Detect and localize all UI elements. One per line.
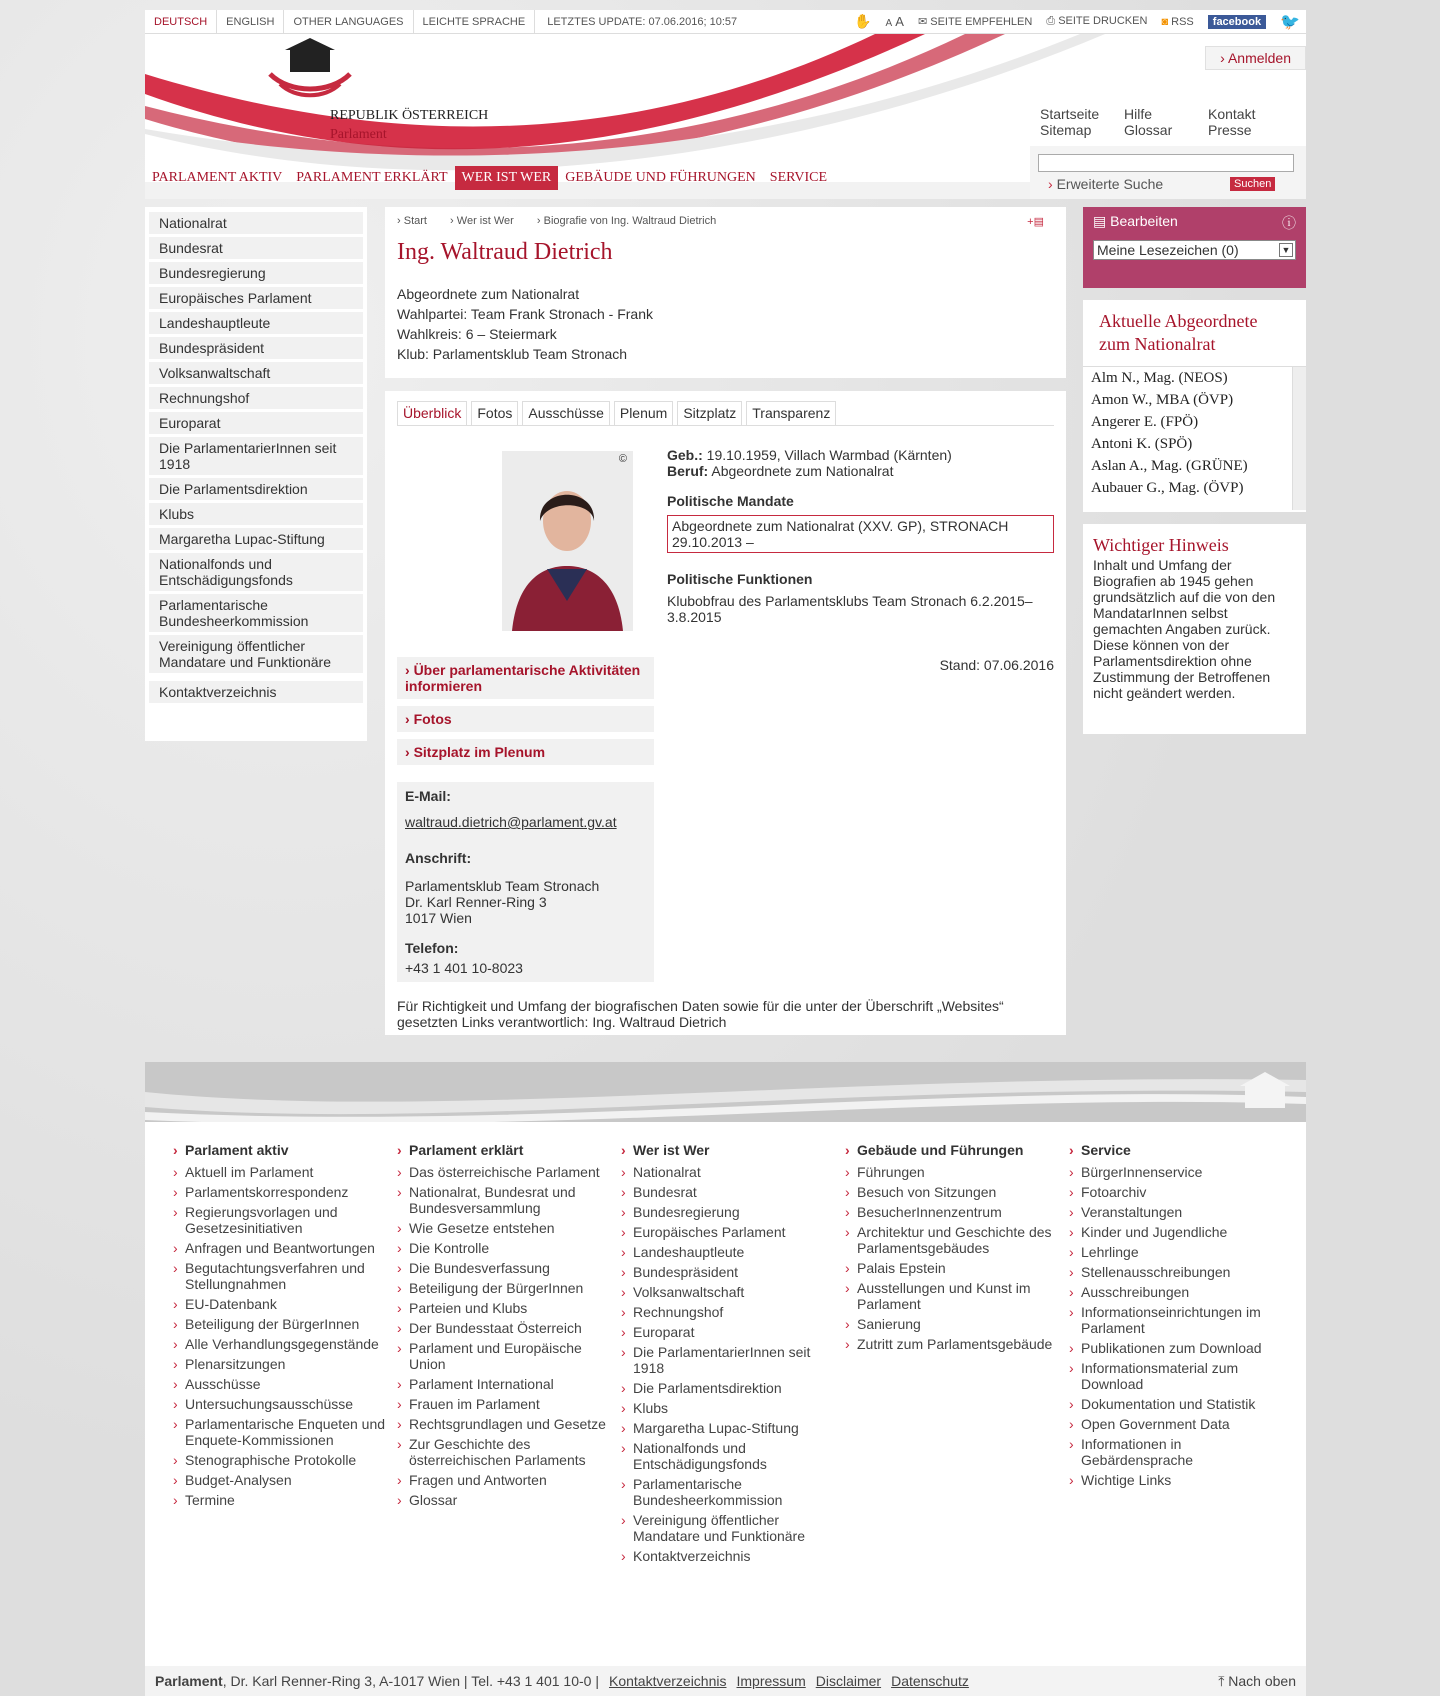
footer-link[interactable]: › Bundesregierung: [621, 1204, 845, 1220]
footer-link[interactable]: › Besuch von Sitzungen: [845, 1184, 1069, 1200]
footer-link[interactable]: › Zutritt zum Parlamentsgebäude: [845, 1336, 1069, 1352]
breadcrumb-current-label: Biografie von Ing. Waltraud Dietrich: [543, 215, 717, 227]
footer-col-gebaeude: [845, 1142, 1069, 1568]
footer-link[interactable]: › Ausschüsse: [173, 1376, 397, 1392]
footer-link[interactable]: › Fotoarchiv: [1069, 1184, 1293, 1200]
functions-heading: Politische Funktionen: [667, 571, 813, 587]
login-button[interactable]: › Anmelden: [1205, 46, 1306, 70]
sidebar-item-bundesregierung[interactable]: Bundesregierung: [149, 262, 363, 284]
function-entry: Klubobfrau des Parlamentsklubs Team Stronach 6.2.2015–3.8.2015: [667, 593, 1033, 625]
search-box: [1030, 146, 1306, 199]
person-party: Wahlpartei: Team Frank Stronach - Frank: [397, 306, 653, 322]
search-input[interactable]: [1038, 154, 1294, 172]
footer-link[interactable]: › Informationsmaterial zum Download: [1069, 1360, 1293, 1392]
born-value: 19.10.1959, Villach Warmbad (Kärnten): [706, 447, 952, 463]
footer-link[interactable]: › Europarat: [621, 1324, 845, 1340]
sidebar-item-eu-parlament[interactable]: Europäisches Parlament: [149, 287, 363, 309]
arrow-up-icon: ⤒: [1218, 1672, 1225, 1689]
footer-link[interactable]: › Rechnungshof: [621, 1304, 845, 1320]
sidebar-item-klubs[interactable]: Klubs: [149, 503, 363, 525]
footer-link[interactable]: › Untersuchungsausschüsse: [173, 1396, 397, 1412]
footer-columns: [145, 1122, 1306, 1568]
footer-link[interactable]: › Ausstellungen und Kunst im Parlament: [845, 1280, 1069, 1312]
footer-col-erklaert: [397, 1142, 621, 1568]
footer-link[interactable]: › Parteien und Klubs: [397, 1300, 621, 1316]
footer-logo-icon: [1240, 1072, 1290, 1108]
phone-label: Telefon:: [405, 940, 459, 956]
portrait-photo[interactable]: [502, 451, 633, 631]
advanced-search-label: Erweiterte Suche: [1056, 176, 1164, 192]
profile-header: [385, 207, 1066, 378]
footer-bottom-bar: [145, 1666, 1306, 1696]
footer-link[interactable]: › Stenographische Protokolle: [173, 1452, 397, 1468]
footer-col-service: [1069, 1142, 1293, 1568]
footer-link[interactable]: › Nationalfonds und Entschädigungsfonds: [621, 1440, 845, 1472]
footer-link[interactable]: › Europäisches Parlament: [621, 1224, 845, 1240]
footer-link[interactable]: › Wichtige Links: [1069, 1472, 1293, 1488]
activities-link[interactable]: › Über parlamentarische Aktivitäten informieren: [397, 657, 654, 699]
footer-link[interactable]: › Begutachtungsverfahren und Stellungnahmen: [173, 1260, 397, 1292]
site-logo-text[interactable]: [330, 106, 488, 144]
lang-easy[interactable]: LEICHTE SPRACHE: [414, 10, 536, 34]
footer-link[interactable]: › Dokumentation und Statistik: [1069, 1396, 1293, 1412]
footer-col-title[interactable]: › Gebäude und Führungen: [845, 1142, 1069, 1158]
members-list: [1083, 366, 1306, 510]
recommend-link[interactable]: [918, 15, 1032, 28]
font-small[interactable]: A: [885, 18, 893, 29]
footer-link[interactable]: › Open Government Data: [1069, 1416, 1293, 1432]
tab-transparency[interactable]: Transparenz: [746, 401, 836, 425]
sidebar-item-bundespraesident[interactable]: Bundespräsident: [149, 337, 363, 359]
quick-links: [1040, 106, 1298, 138]
current-members-title: Aktuelle Abgeordnete zum Nationalrat: [1099, 311, 1258, 354]
page-title: Ing. Waltraud Dietrich: [397, 239, 613, 265]
footer-link[interactable]: › Die Kontrolle: [397, 1240, 621, 1256]
footer-link[interactable]: › Publikationen zum Download: [1069, 1340, 1293, 1356]
facebook-button[interactable]: facebook: [1208, 15, 1266, 29]
logo-subtitle: Parlament: [330, 127, 387, 142]
notice-text: Inhalt und Umfang der Biografien ab 1945 gehen grundsätzlich auf die von den MandatarInnen selbst gemachten Angaben zurück. Diese können von der Parlamentsdirektion ohne Zustimmung der Betroffenen nicht geändert werden.: [1093, 557, 1276, 701]
members-scrollbar[interactable]: [1292, 367, 1306, 510]
footer-link[interactable]: › Architektur und Geschichte des Parlamentsgebäudes: [845, 1224, 1069, 1256]
footer-link[interactable]: › Volksanwaltschaft: [621, 1284, 845, 1300]
footer-link[interactable]: › Margaretha Lupac-Stiftung: [621, 1420, 845, 1436]
member-item[interactable]: Aslan A., Mag. (GRÜNE): [1091, 458, 1248, 474]
footer-link[interactable]: › Zur Geschichte des österreichischen Parlaments: [397, 1436, 621, 1468]
footer-contact-link[interactable]: Kontaktverzeichnis: [608, 1673, 727, 1689]
footer: [145, 1062, 1306, 1696]
breadcrumb-wer-label: Wer ist Wer: [456, 215, 514, 227]
footer-link[interactable]: › Parlamentarische Enqueten und Enquete-Kommissionen: [173, 1416, 397, 1448]
footer-link[interactable]: › Die Parlamentsdirektion: [621, 1380, 845, 1396]
footer-privacy-link[interactable]: Datenschutz: [891, 1673, 969, 1689]
bookmark-add-icon[interactable]: +▤: [1027, 216, 1044, 228]
rss-link[interactable]: [1161, 16, 1193, 28]
nav-parlament-aktiv[interactable]: PARLAMENT AKTIV: [152, 170, 283, 185]
bookmarks-value: Meine Lesezeichen (0): [1097, 242, 1239, 258]
quicklink-sitemap[interactable]: Sitemap: [1040, 122, 1092, 138]
nav-wer-ist-wer[interactable]: WER IST WER: [455, 166, 559, 190]
footer-imprint-link[interactable]: Impressum: [736, 1673, 806, 1689]
address-line-1: Parlamentsklub Team Stronach: [405, 878, 600, 894]
bookmarks-select[interactable]: [1093, 240, 1296, 260]
born-label: Geb.:: [667, 447, 703, 463]
lang-english[interactable]: ENGLISH: [217, 10, 284, 34]
footer-link[interactable]: › Frauen im Parlament: [397, 1396, 621, 1412]
footer-address: , Dr. Karl Renner-Ring 3, A-1017 Wien | Tel. +43 1 401 10-0 |: [222, 1673, 599, 1689]
photos-link[interactable]: › Fotos: [397, 706, 654, 732]
person-info: [667, 447, 1054, 673]
footer-link[interactable]: › Kontaktverzeichnis: [621, 1548, 845, 1564]
breadcrumb-start[interactable]: › Start: [397, 215, 427, 227]
back-to-top[interactable]: [1218, 1673, 1296, 1690]
sidebar-item-rechnungshof[interactable]: Rechnungshof: [149, 387, 363, 409]
footer-link[interactable]: › Vereinigung öffentlicher Mandatare und Funktionäre: [621, 1512, 845, 1544]
mail-icon: ✉: [917, 16, 928, 28]
print-label: SEITE DRUCKEN: [1058, 15, 1148, 27]
footer-link[interactable]: › Führungen: [845, 1164, 1069, 1180]
footer-band: [145, 1062, 1306, 1122]
back-to-top-label: Nach oben: [1228, 1672, 1296, 1689]
footer-link[interactable]: › Plenarsitzungen: [173, 1356, 397, 1372]
profile-tabs: [397, 401, 1054, 426]
person-district: Wahlkreis: 6 – Steiermark: [397, 326, 557, 342]
disclaimer-text: Für Richtigkeit und Umfang der biografischen Daten sowie für die unter der Überschrift „Websites“ gesetzten Links verantwortlich: Ing. Waltraud Dietrich: [397, 998, 1004, 1030]
footer-link[interactable]: › Stellenausschreibungen: [1069, 1264, 1293, 1280]
footer-link[interactable]: › Ausschreibungen: [1069, 1284, 1293, 1300]
toolbar: [854, 12, 1306, 32]
person-summary: [397, 284, 1054, 364]
footer-link[interactable]: › BürgerInnenservice: [1069, 1164, 1293, 1180]
breadcrumb-current: › Biografie von Ing. Waltraud Dietrich: [536, 215, 717, 227]
sidebar-item-volksanwaltschaft[interactable]: Volksanwaltschaft: [149, 362, 363, 384]
lang-deutsch[interactable]: DEUTSCH: [145, 10, 217, 34]
tab-plenum[interactable]: Plenum: [614, 401, 673, 425]
footer-link[interactable]: › Aktuell im Parlament: [173, 1164, 397, 1180]
address-label: Anschrift:: [405, 850, 472, 866]
quicklink-home[interactable]: Startseite: [1040, 106, 1100, 122]
logo-title: REPUBLIK ÖSTERREICH: [330, 108, 489, 123]
notice-title: Wichtiger Hinweis: [1093, 535, 1229, 555]
main-nav: [145, 166, 834, 190]
footer-link[interactable]: › Regierungsvorlagen und Gesetzesinitiativen: [173, 1204, 397, 1236]
born-row: [667, 447, 1054, 463]
footer-link[interactable]: › Die Bundesverfassung: [397, 1260, 621, 1276]
edit-icon: ▤: [1093, 213, 1107, 229]
footer-link[interactable]: › Alle Verhandlungsgegenstände: [173, 1336, 397, 1352]
footer-link[interactable]: › Anfragen und Beantwortungen: [173, 1240, 397, 1256]
job-label: Beruf:: [667, 463, 709, 479]
bookmark-panel: [1083, 207, 1306, 288]
footer-link[interactable]: › Bundesrat: [621, 1184, 845, 1200]
mandates-heading: Politische Mandate: [667, 493, 794, 509]
sidebar-item-lupac[interactable]: Margaretha Lupac-Stiftung: [149, 528, 363, 550]
font-large[interactable]: A: [895, 14, 904, 29]
nav-gebaeude[interactable]: GEBÄUDE UND FÜHRUNGEN: [565, 170, 756, 185]
job-row: [667, 463, 1054, 479]
footer-link[interactable]: › Klubs: [621, 1400, 845, 1416]
member-item[interactable]: Alm N., Mag. (NEOS): [1091, 370, 1228, 386]
tab-committees[interactable]: Ausschüsse: [522, 401, 609, 425]
footer-link[interactable]: › Kinder und Jugendliche: [1069, 1224, 1293, 1240]
footer-link[interactable]: › Parlament und Europäische Union: [397, 1340, 621, 1372]
footer-disclaimer-link[interactable]: Disclaimer: [815, 1673, 882, 1689]
chevron-down-icon: ▼: [1279, 243, 1293, 257]
email-label: E-Mail:: [405, 788, 451, 804]
sidebar-item-parlamentarier[interactable]: Die ParlamentarierInnen seit 1918: [149, 437, 363, 475]
quicklink-press[interactable]: Presse: [1208, 122, 1252, 138]
breadcrumb-wer-ist-wer[interactable]: › Wer ist Wer: [450, 215, 514, 227]
top-bar: [145, 10, 1306, 34]
sidebar-item-landeshauptleute[interactable]: Landeshauptleute: [149, 312, 363, 334]
footer-link[interactable]: › Wie Gesetze entstehen: [397, 1220, 621, 1236]
photos-label: Fotos: [413, 711, 452, 727]
twitter-icon[interactable]: 🐦: [1280, 13, 1300, 31]
search-button[interactable]: Suchen: [1230, 177, 1275, 191]
footer-link[interactable]: › Bundespräsident: [621, 1264, 845, 1280]
stand-date: Stand: 07.06.2016: [939, 657, 1054, 673]
sidebar-item-nationalrat[interactable]: Nationalrat: [149, 212, 363, 234]
portrait-illustration: [502, 451, 633, 631]
edit-label: Bearbeiten: [1110, 213, 1178, 229]
footer-link[interactable]: › Rechtsgrundlagen und Gesetze: [397, 1416, 621, 1432]
footer-link[interactable]: › Nationalrat, Bundesrat und Bundesversammlung: [397, 1184, 621, 1216]
footer-link[interactable]: › Beteiligung der BürgerInnen: [397, 1280, 621, 1296]
advanced-search-link[interactable]: › Erweiterte Suche: [1048, 176, 1164, 192]
footer-link[interactable]: › Sanierung: [845, 1316, 1069, 1332]
activities-label: Über parlamentarische Aktivitäten informieren: [405, 662, 641, 694]
seat-label: Sitzplatz im Plenum: [413, 744, 546, 760]
footer-link[interactable]: › Lehrlinge: [1069, 1244, 1293, 1260]
footer-link[interactable]: › Informationen in Gebärdensprache: [1069, 1436, 1293, 1468]
footer-col-title[interactable]: › Parlament erklärt: [397, 1142, 621, 1158]
footer-link[interactable]: › Veranstaltungen: [1069, 1204, 1293, 1220]
page-wrapper: [145, 10, 1306, 1689]
profile-detail: [385, 391, 1066, 1035]
quicklink-help[interactable]: Hilfe: [1124, 106, 1153, 122]
footer-col-aktiv: [173, 1142, 397, 1568]
footer-link[interactable]: › Landeshauptleute: [621, 1244, 845, 1260]
footer-link[interactable]: › Budget-Analysen: [173, 1472, 397, 1488]
contact-box: [397, 782, 654, 982]
info-icon[interactable]: ⓘ: [1282, 215, 1296, 231]
nav-parlament-erklaert[interactable]: PARLAMENT ERKLÄRT: [296, 170, 448, 185]
footer-link[interactable]: › EU-Datenbank: [173, 1296, 397, 1312]
footer-link[interactable]: › Beteiligung der BürgerInnen: [173, 1316, 397, 1332]
member-item[interactable]: Aubauer G., Mag. (ÖVP): [1091, 480, 1244, 496]
footer-link[interactable]: › Palais Epstein: [845, 1260, 1069, 1276]
notice-panel: [1083, 524, 1306, 734]
mandate-entry: Abgeordnete zum Nationalrat (XXV. GP), STRONACH 29.10.2013 –: [667, 515, 1054, 553]
edit-row[interactable]: [1093, 213, 1296, 230]
footer-link[interactable]: › Parlament International: [397, 1376, 621, 1392]
lang-other[interactable]: OTHER LANGUAGES: [284, 10, 413, 34]
footer-org: Parlament: [155, 1673, 223, 1689]
tab-overview[interactable]: Überblick: [397, 401, 467, 425]
address-line-2: Dr. Karl Renner-Ring 3: [405, 894, 547, 910]
sidebar-nav: [145, 207, 367, 741]
sign-language-icon[interactable]: ✋: [854, 13, 872, 29]
tab-seat[interactable]: Sitzplatz: [677, 401, 742, 425]
rss-icon: ◙: [1161, 15, 1169, 28]
copyright-icon[interactable]: ©: [618, 453, 627, 465]
footer-link[interactable]: › Informationseinrichtungen im Parlament: [1069, 1304, 1293, 1336]
sidebar-item-vereinigung[interactable]: Vereinigung öffentlicher Mandatare und Funktionäre: [149, 635, 363, 673]
member-item[interactable]: Angerer E. (FPÖ): [1091, 414, 1199, 430]
address-line-3: 1017 Wien: [405, 910, 472, 926]
footer-link[interactable]: › Parlamentarische Bundesheerkommission: [621, 1476, 845, 1508]
footer-col-title[interactable]: › Parlament aktiv: [173, 1142, 397, 1158]
sidebar-item-europarat[interactable]: Europarat: [149, 412, 363, 434]
member-item[interactable]: Amon W., MBA (ÖVP): [1091, 392, 1234, 408]
login-label: Anmelden: [1227, 50, 1291, 66]
current-members-panel: [1083, 300, 1306, 512]
footer-link[interactable]: › Das österreichische Parlament: [397, 1164, 621, 1180]
sidebar-item-nationalfonds[interactable]: Nationalfonds und Entschädigungsfonds: [149, 553, 363, 591]
recommend-label: SEITE EMPFEHLEN: [930, 16, 1033, 28]
font-size-control[interactable]: [886, 14, 904, 29]
footer-link[interactable]: › Glossar: [397, 1492, 621, 1508]
footer-link[interactable]: › Nationalrat: [621, 1164, 845, 1180]
profile-links: [397, 657, 654, 772]
header: [145, 34, 1306, 199]
seat-link[interactable]: › Sitzplatz im Plenum: [397, 739, 654, 765]
last-update: LETZTES UPDATE: 07.06.2016; 10:57: [547, 15, 738, 28]
phone-value: +43 1 401 10-8023: [405, 960, 523, 976]
email-link[interactable]: waltraud.dietrich@parlament.gv.at: [405, 814, 617, 830]
nav-service[interactable]: SERVICE: [769, 170, 828, 185]
footer-col-title[interactable]: › Service: [1069, 1142, 1293, 1158]
rss-label: RSS: [1171, 15, 1194, 28]
tab-photos[interactable]: Fotos: [471, 401, 518, 425]
quicklink-contact[interactable]: Kontakt: [1208, 106, 1256, 122]
job-value: Abgeordnete zum Nationalrat: [711, 463, 894, 479]
person-role: Abgeordnete zum Nationalrat: [397, 286, 580, 302]
sidebar-item-parlamentsdirektion[interactable]: Die Parlamentsdirektion: [149, 478, 363, 500]
sidebar-item-bundesheerkommission[interactable]: Parlamentarische Bundesheerkommission: [149, 594, 363, 632]
member-item[interactable]: Antoni K. (SPÖ): [1091, 436, 1193, 452]
footer-link[interactable]: › Der Bundesstaat Österreich: [397, 1320, 621, 1336]
breadcrumb: [397, 215, 1054, 227]
footer-col-wer-ist-wer: [621, 1142, 845, 1568]
sidebar-item-bundesrat[interactable]: Bundesrat: [149, 237, 363, 259]
footer-swoosh: [145, 1062, 1306, 1122]
print-link[interactable]: [1046, 15, 1147, 28]
footer-col-title[interactable]: › Wer ist Wer: [621, 1142, 845, 1158]
person-club: Klub: Parlamentsklub Team Stronach: [397, 346, 628, 362]
footer-link[interactable]: › Die ParlamentarierInnen seit 1918: [621, 1344, 845, 1376]
sidebar-item-kontakt[interactable]: Kontaktverzeichnis: [149, 681, 363, 703]
footer-link[interactable]: › Fragen und Antworten: [397, 1472, 621, 1488]
print-icon: ⎙: [1046, 15, 1056, 27]
footer-link[interactable]: › Parlamentskorrespondenz: [173, 1184, 397, 1200]
footer-link[interactable]: › BesucherInnenzentrum: [845, 1204, 1069, 1220]
quicklink-glossary[interactable]: Glossar: [1124, 122, 1173, 138]
breadcrumb-start-label: Start: [403, 215, 427, 227]
footer-link[interactable]: › Termine: [173, 1492, 397, 1508]
